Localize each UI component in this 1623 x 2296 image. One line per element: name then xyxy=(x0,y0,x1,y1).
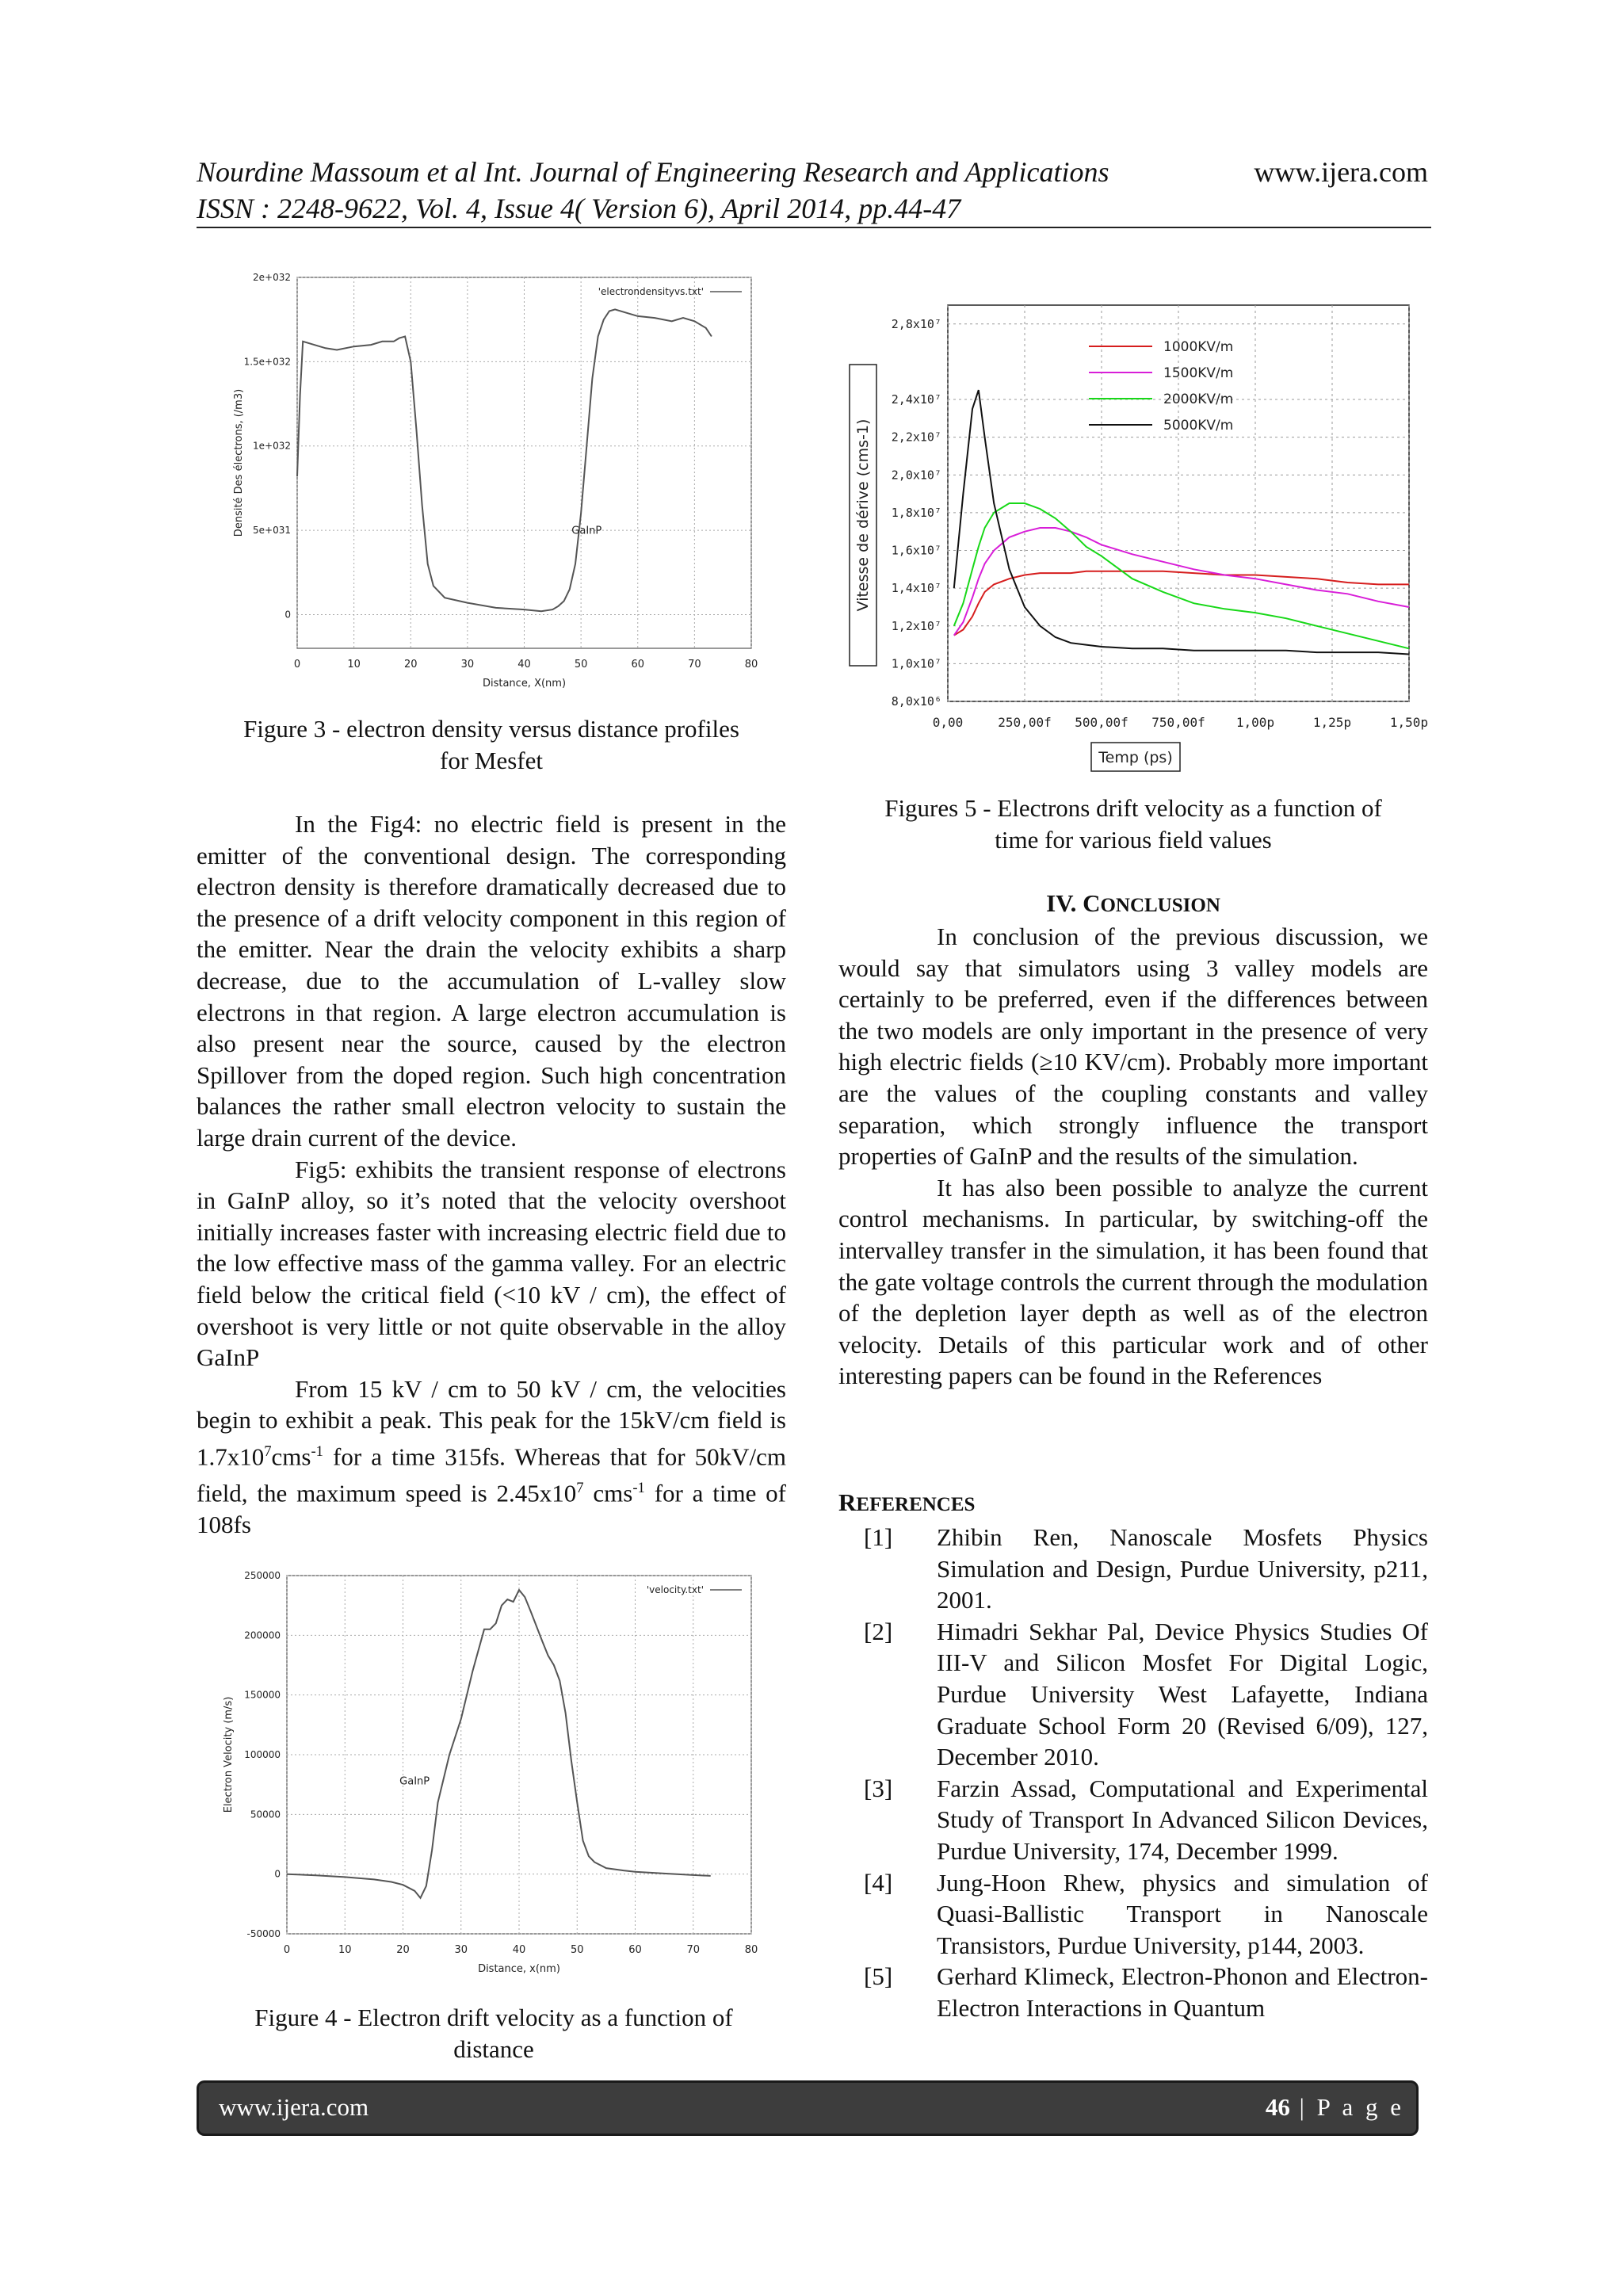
y-tick-label: 1,8x10⁷ xyxy=(891,505,941,520)
x-tick-label: 40 xyxy=(517,659,531,670)
x-axis-label: Temp (ps) xyxy=(1098,749,1173,766)
x-tick-label: 1,50p xyxy=(1389,715,1429,730)
x-tick-label: 20 xyxy=(396,1944,410,1956)
x-tick-label: 80 xyxy=(744,1944,758,1956)
sup-exp-7-b: 7 xyxy=(576,1479,584,1496)
figure-4-caption-line1: Figure 4 - Electron drift velocity as a function of xyxy=(254,2004,733,2031)
x-tick-label: 70 xyxy=(688,659,701,670)
x-tick-label: 0,00 xyxy=(932,715,964,730)
y-tick-label: 2,0x10⁷ xyxy=(891,468,941,483)
x-tick-label: 0 xyxy=(283,1944,291,1956)
conclusion-text xyxy=(838,921,1428,1392)
running-header-website: www.ijera.com xyxy=(1254,156,1428,188)
figure-3-caption xyxy=(197,713,786,777)
y-axis-label: Electron Velocity (m/s) xyxy=(223,1696,235,1813)
y-tick-label: 1.5e+032 xyxy=(243,356,291,368)
figure-4-chart xyxy=(212,1568,767,2004)
figure-4-caption xyxy=(212,2002,775,2065)
y-tick-label: 1,6x10⁷ xyxy=(891,543,941,558)
page-number: 46 xyxy=(1265,2093,1290,2121)
reference-number: [4] xyxy=(864,1868,893,1897)
figure-3-caption-line2: for Mesfet xyxy=(440,747,543,774)
peak-text-d: cms xyxy=(583,1479,633,1507)
footer-page-number xyxy=(1266,2093,1404,2122)
legend-label: 'electrondensityvs.txt' xyxy=(598,286,704,297)
figure-5-chart xyxy=(846,293,1433,786)
annotation-gainp: GaInP xyxy=(399,1775,430,1788)
x-tick-label: 40 xyxy=(512,1944,526,1956)
left-column-text xyxy=(197,808,786,1540)
x-tick-label: 30 xyxy=(460,659,475,670)
x-tick-label: 1,00p xyxy=(1235,715,1275,730)
paragraph-peak-velocities xyxy=(197,1373,786,1541)
paragraph-fig4-discussion: In the Fig4: no electric field is present in the emitter of the conventional design. The corresponding electron density is therefore dramatically decreased due to the presence of a drift velocity component in this region of the emitter. Near the drain the velocity exhibits a sharp decrease, due to the accumulation of L-valley slow electrons in that region. A large electron accumulation is also present near the source, caused by the electron Spillover from the doped region. Such high concentration balances the rather small electron velocity to sustain the large drain current of the device. xyxy=(197,810,786,1152)
footer-bar xyxy=(197,2080,1419,2136)
x-tick-label: 60 xyxy=(631,659,645,670)
conclusion-title-smallcaps: ONCLUSION xyxy=(1100,895,1220,916)
peak-text-e: for a time of 108fs xyxy=(197,1479,786,1538)
y-axis-label: Densité Des électrons, (/m3) xyxy=(233,388,245,537)
reference-text: Zhibin Ren, Nanoscale Mosfets Physics Simulation and Design, Purdue University, p211, 2001. xyxy=(937,1523,1428,1614)
y-tick-label: 1e+032 xyxy=(253,440,291,452)
x-tick-label: 20 xyxy=(403,659,418,670)
peak-text-c: for a time 315fs. Whereas that for 50kV/cm field, the maximum speed is 2.45x10 xyxy=(197,1442,786,1507)
peak-text-a: From 15 kV / cm to 50 kV / cm, the velocities begin to exhibit a peak. This peak for the 15kV/cm field is 1.7x10 xyxy=(197,1374,786,1471)
x-tick-label: 30 xyxy=(454,1944,468,1956)
y-tick-label: 2e+032 xyxy=(253,272,291,283)
reference-list xyxy=(838,1522,1428,2024)
footer-website: www.ijera.com xyxy=(219,2093,369,2121)
reference-number: [3] xyxy=(864,1774,893,1802)
y-tick-label: 1,2x10⁷ xyxy=(891,618,941,633)
peak-text-b: cms xyxy=(271,1442,311,1471)
x-tick-label: 0 xyxy=(293,659,301,670)
reference-number: [5] xyxy=(864,1962,893,1991)
figure-5-caption-line2: time for various field values xyxy=(995,826,1272,854)
x-tick-label: 10 xyxy=(338,1944,352,1956)
y-tick-label: 100000 xyxy=(244,1749,281,1760)
reference-text: Himadri Sekhar Pal, Device Physics Studies Of III-V and Silicon Mosfet For Digital Logic, Purdue University West Lafayette, Indiana Graduate School Form 20 (Revised 6/09), 127, December 2010. xyxy=(937,1617,1428,1771)
header-rule xyxy=(197,227,1431,228)
annotation-gainp: GaInP xyxy=(571,525,602,537)
x-tick-label: 50 xyxy=(574,659,588,670)
sup-exp-m1-a: -1 xyxy=(311,1442,323,1460)
y-axis-label: Vitesse de dérive (cms-1) xyxy=(854,418,872,612)
reference-item xyxy=(838,1867,1428,1962)
y-tick-label: 0 xyxy=(285,609,291,621)
y-tick-label: 2,2x10⁷ xyxy=(891,430,941,445)
figure-3-caption-line1: Figure 3 - electron density versus distance profiles xyxy=(243,715,739,743)
x-axis-label: Distance, x(nm) xyxy=(478,1963,560,1975)
y-tick-label: 5e+031 xyxy=(253,525,291,537)
y-tick-label: 1,0x10⁷ xyxy=(891,656,941,671)
y-tick-label: 150000 xyxy=(244,1689,281,1701)
legend-label: 'velocity.txt' xyxy=(646,1584,704,1595)
y-tick-label: 2,8x10⁷ xyxy=(891,316,941,331)
legend-label: 2000KV/m xyxy=(1163,392,1234,407)
legend-label: 1000KV/m xyxy=(1163,339,1234,355)
reference-text: Gerhard Klimeck, Electron-Phonon and Electron-Electron Interactions in Quantum xyxy=(937,1962,1428,2022)
reference-text: Jung-Hoon Rhew, physics and simulation of Quasi-Ballistic Transport in Nanoscale Transistors, Purdue University, p144, 2003. xyxy=(937,1868,1428,1959)
running-header-journal: Nourdine Massoum et al Int. Journal of Engineering Research and Applications xyxy=(197,156,1109,188)
y-tick-label: 8,0x10⁶ xyxy=(891,694,941,709)
x-tick-label: 1,25p xyxy=(1312,715,1352,730)
y-tick-label: -50000 xyxy=(246,1928,281,1939)
x-tick-label: 500,00f xyxy=(1075,715,1128,730)
reference-item xyxy=(838,1961,1428,2023)
legend-label: 1500KV/m xyxy=(1163,365,1234,381)
references-title-main: R xyxy=(838,1488,857,1516)
y-tick-label: 250000 xyxy=(244,1570,281,1581)
running-header-issn: ISSN : 2248-9622, Vol. 4, Issue 4( Version 6), April 2014, pp.44-47 xyxy=(197,193,961,224)
references-title-smallcaps: EFERENCES xyxy=(856,1494,976,1515)
reference-number: [2] xyxy=(864,1617,893,1645)
y-tick-label: 2,4x10⁷ xyxy=(891,392,941,407)
conclusion-paragraph-1: In conclusion of the previous discussion, we would say that simulators using 3 valley models are certainly to be preferred, even if the differences between the two models are only important in the presence of very high electric fields (≥10 KV/cm). Probably more important are the values of the coupling constants and valley separation, which strongly influence the transport properties of GaInP and the results of the simulation. xyxy=(838,923,1428,1171)
figure-5-caption xyxy=(838,793,1428,856)
figure-4 xyxy=(212,1568,767,2004)
y-tick-label: 50000 xyxy=(250,1809,281,1820)
reference-text: Farzin Assad, Computational and Experimental Study of Transport In Advanced Silicon Devices, Purdue University, 174, December 1999. xyxy=(937,1774,1428,1865)
x-tick-label: 70 xyxy=(686,1944,701,1956)
y-tick-label: 200000 xyxy=(244,1629,281,1641)
figure-5-caption-line1: Figures 5 - Electrons drift velocity as a function of xyxy=(884,794,1382,822)
x-axis-label: Distance, X(nm) xyxy=(482,678,567,690)
sup-exp-m1-b: -1 xyxy=(632,1479,645,1496)
legend-label: 5000KV/m xyxy=(1163,418,1234,434)
section-title-references xyxy=(838,1488,975,1517)
y-tick-label: 0 xyxy=(274,1868,281,1880)
paragraph-fig5-discussion: Fig5: exhibits the transient response of electrons in GaInP alloy, so it’s noted that the velocity overshoot initially increases faster with increasing electric field due to the low effective mass of the gamma valley. For an electric field below the critical field (<10 kV / cm), the effect of overshoot is very little or not quite observable in the alloy GaInP xyxy=(197,1155,786,1372)
conclusion-paragraph-2: It has also been possible to analyze the current control mechanisms. In particular, by switching-off the intervalley transfer in the simulation, it has been found that the gate voltage controls the current through the modulation of the depletion layer depth as well as of the electron velocity. Details of this particular work and of other interesting papers can be found in the References xyxy=(838,1173,1428,1390)
x-tick-label: 250,00f xyxy=(998,715,1052,730)
x-tick-label: 10 xyxy=(347,659,361,670)
x-tick-label: 60 xyxy=(628,1944,642,1956)
figure-5 xyxy=(846,293,1433,786)
reference-item xyxy=(838,1522,1428,1616)
x-tick-label: 50 xyxy=(570,1944,584,1956)
figure-4-caption-line2: distance xyxy=(453,2035,534,2063)
figure-3-chart xyxy=(212,269,783,697)
section-title-conclusion xyxy=(838,889,1428,918)
reference-item xyxy=(838,1773,1428,1867)
page-label: | P a g e xyxy=(1289,2093,1404,2121)
reference-number: [1] xyxy=(864,1523,893,1551)
y-tick-label: 1,4x10⁷ xyxy=(891,581,941,596)
figure-3 xyxy=(212,269,783,697)
reference-item xyxy=(838,1616,1428,1773)
x-tick-label: 80 xyxy=(744,659,758,670)
sup-exp-7-a: 7 xyxy=(264,1442,272,1460)
conclusion-title-main: IV. C xyxy=(1046,889,1101,917)
x-tick-label: 750,00f xyxy=(1151,715,1205,730)
